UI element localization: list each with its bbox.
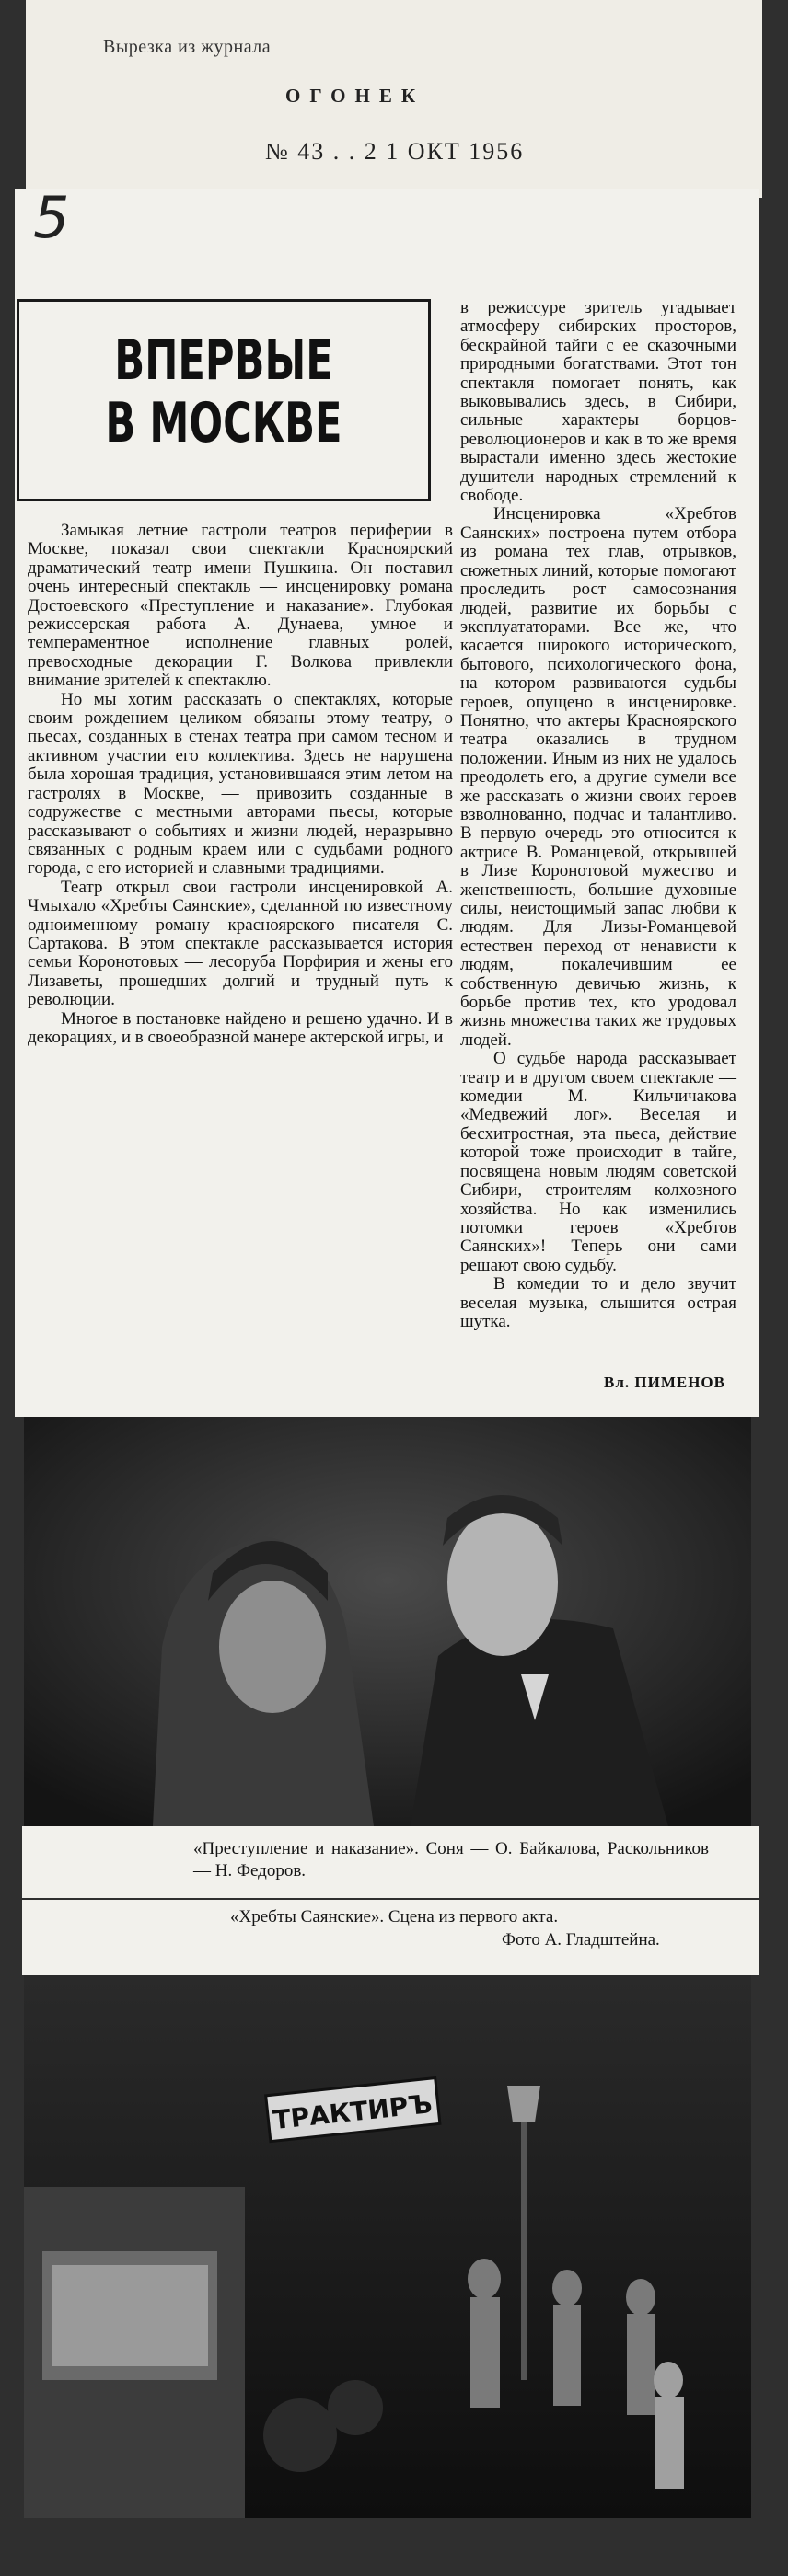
article-column-right <box>460 299 736 1331</box>
article-paragraph: в режиссуре зритель угадывает атмосферу сибирских просторов, бескрайной тайги с ее сказочными природными богатствами. Этот тон спектакля помогает понять, как выковывались здесь, в Сибири, сильные характеры борцов-революционеров и как в то же время вырастали именно здесь жестокие душители народных стремлений к свободе. <box>460 298 736 506</box>
article-paragraph: Но мы хотим рассказать о спектаклях, которые своим рождением целиком обязаны этому театру, о пьесах, созданных в стенах театра при самом тесном и активном участии его коллектива. Здесь не нарушена была хорошая традиция, установившаяся этим летом на гастролях в Москве, — привозить созданные в содружестве с местными авторами пьесы, которые рассказывают о событиях и жизни людей, неразрывно связанных с родным краем или с судьбами родного города, с его историей и славными традициями. <box>28 689 453 879</box>
article-paragraph: Замыкая летние гастроли театров периферии в Москве, показал свои спектакли Красноярский драматический театр имени Пушкина. Он поставил очень интересный спектакль — инсценировку романа Достоевского «Преступление и наказание». Глубокая режиссерская работа А. Дунаева, умное и темпераментное исполнение главных ролей, превосходные декорации Г. Волкова привлекли внимание зрителей к спектаклю. <box>28 521 453 691</box>
article-paragraph: О судьбе народа рассказывает театр и в другом своем спектакле — комедии М. Кильчичакова «Медвежий лог». Веселая и бесхитростная, эта пьеса, действие которой тоже происходит в тайге, посвящена новым людям советской Сибири, строителям колхозного хозяйства. Но как изменились потомки героев «Хребтов Саянских»! Теперь они сами решают свою судьбу. <box>460 1049 736 1275</box>
photo-crime-and-punishment <box>24 1417 751 1826</box>
photo-credit: Фото А. Гладштейна. <box>502 1930 660 1949</box>
article-paragraph: Театр открыл свои гастроли инсценировкой А. Чмыхало «Хребты Саянские», сделанной по известному одноименному роману красноярского писателя С. Сартакова. В этом спектакле рассказывается история семьи Коронотовых — лесоруба Порфирия и жены его Лизаветы, прошедших долгий и трудный путь к революции. <box>28 877 453 1010</box>
article-paragraph: Инсценировка «Хребтов Саянских» построена путем отбора из романа тех глав, отрывков, сюжетных линий, которые помогают проследить рост самосознания людей, развитие их борьбы с эксплуататорами. Все же, что касается широкого исторического, бытового, психологического фона, на котором развиваются судьбы героев, опущено в инсценировке. Понятно, что актеры Красноярского театра оказались в трудном положении. Иным из них не удалось преодолеть его, а другие сумели все же рассказать о жизни своих героев взволнованно, подчас и талантливо. В первую очередь это относится к актрисе В. Романцевой, открывшей в Лизе Коронотовой мужество и женственность, большие духовные силы, неистощимый запас любви к людям. Для Лизы-Романцевой естествен переход от ненависти к людям, покалечившим ее собственную девичью жизнь, к борьбе против тех, кто уродовал жизнь множества таких же трудовых людей. <box>460 504 736 1050</box>
stage-photo-1 <box>24 1417 751 1826</box>
photo-caption: «Преступление и наказание». Соня — О. Байкалова, Раскольников — Н. Федоров. <box>193 1839 709 1880</box>
article-column-left <box>28 522 453 1047</box>
clipping-card-label: Вырезка из журнала <box>103 37 272 57</box>
tavern-sign: ТРАКТИРЪ <box>272 2088 435 2136</box>
article-author: Вл. ПИМЕНОВ <box>604 1374 725 1391</box>
publication-name: ОГОНЕК <box>285 85 425 107</box>
headline-line: В МОСКВЕ <box>105 391 342 455</box>
headline-box <box>17 299 431 501</box>
article-paragraph: В комедии то и дело звучит веселая музыка, слышится острая шутка. <box>460 1274 736 1331</box>
article-clipping <box>15 189 759 1417</box>
issue-number-stamp: № 43 . . 2 1 ОКТ 1956 <box>265 138 525 165</box>
stage-photo-2 <box>24 1975 751 2518</box>
photo-khrebty-sayanskie <box>24 1975 751 2518</box>
article-paragraph: Многое в постановке найдено и решено удачно. И в декорациях, и в своеобразной манере актерской игры, и <box>28 1008 453 1047</box>
handwritten-number: 5 <box>33 184 70 251</box>
headline-line: ВПЕРВЫЕ <box>114 328 333 393</box>
photo-caption: «Хребты Саянские». Сцена из первого акта. <box>230 1907 559 1926</box>
